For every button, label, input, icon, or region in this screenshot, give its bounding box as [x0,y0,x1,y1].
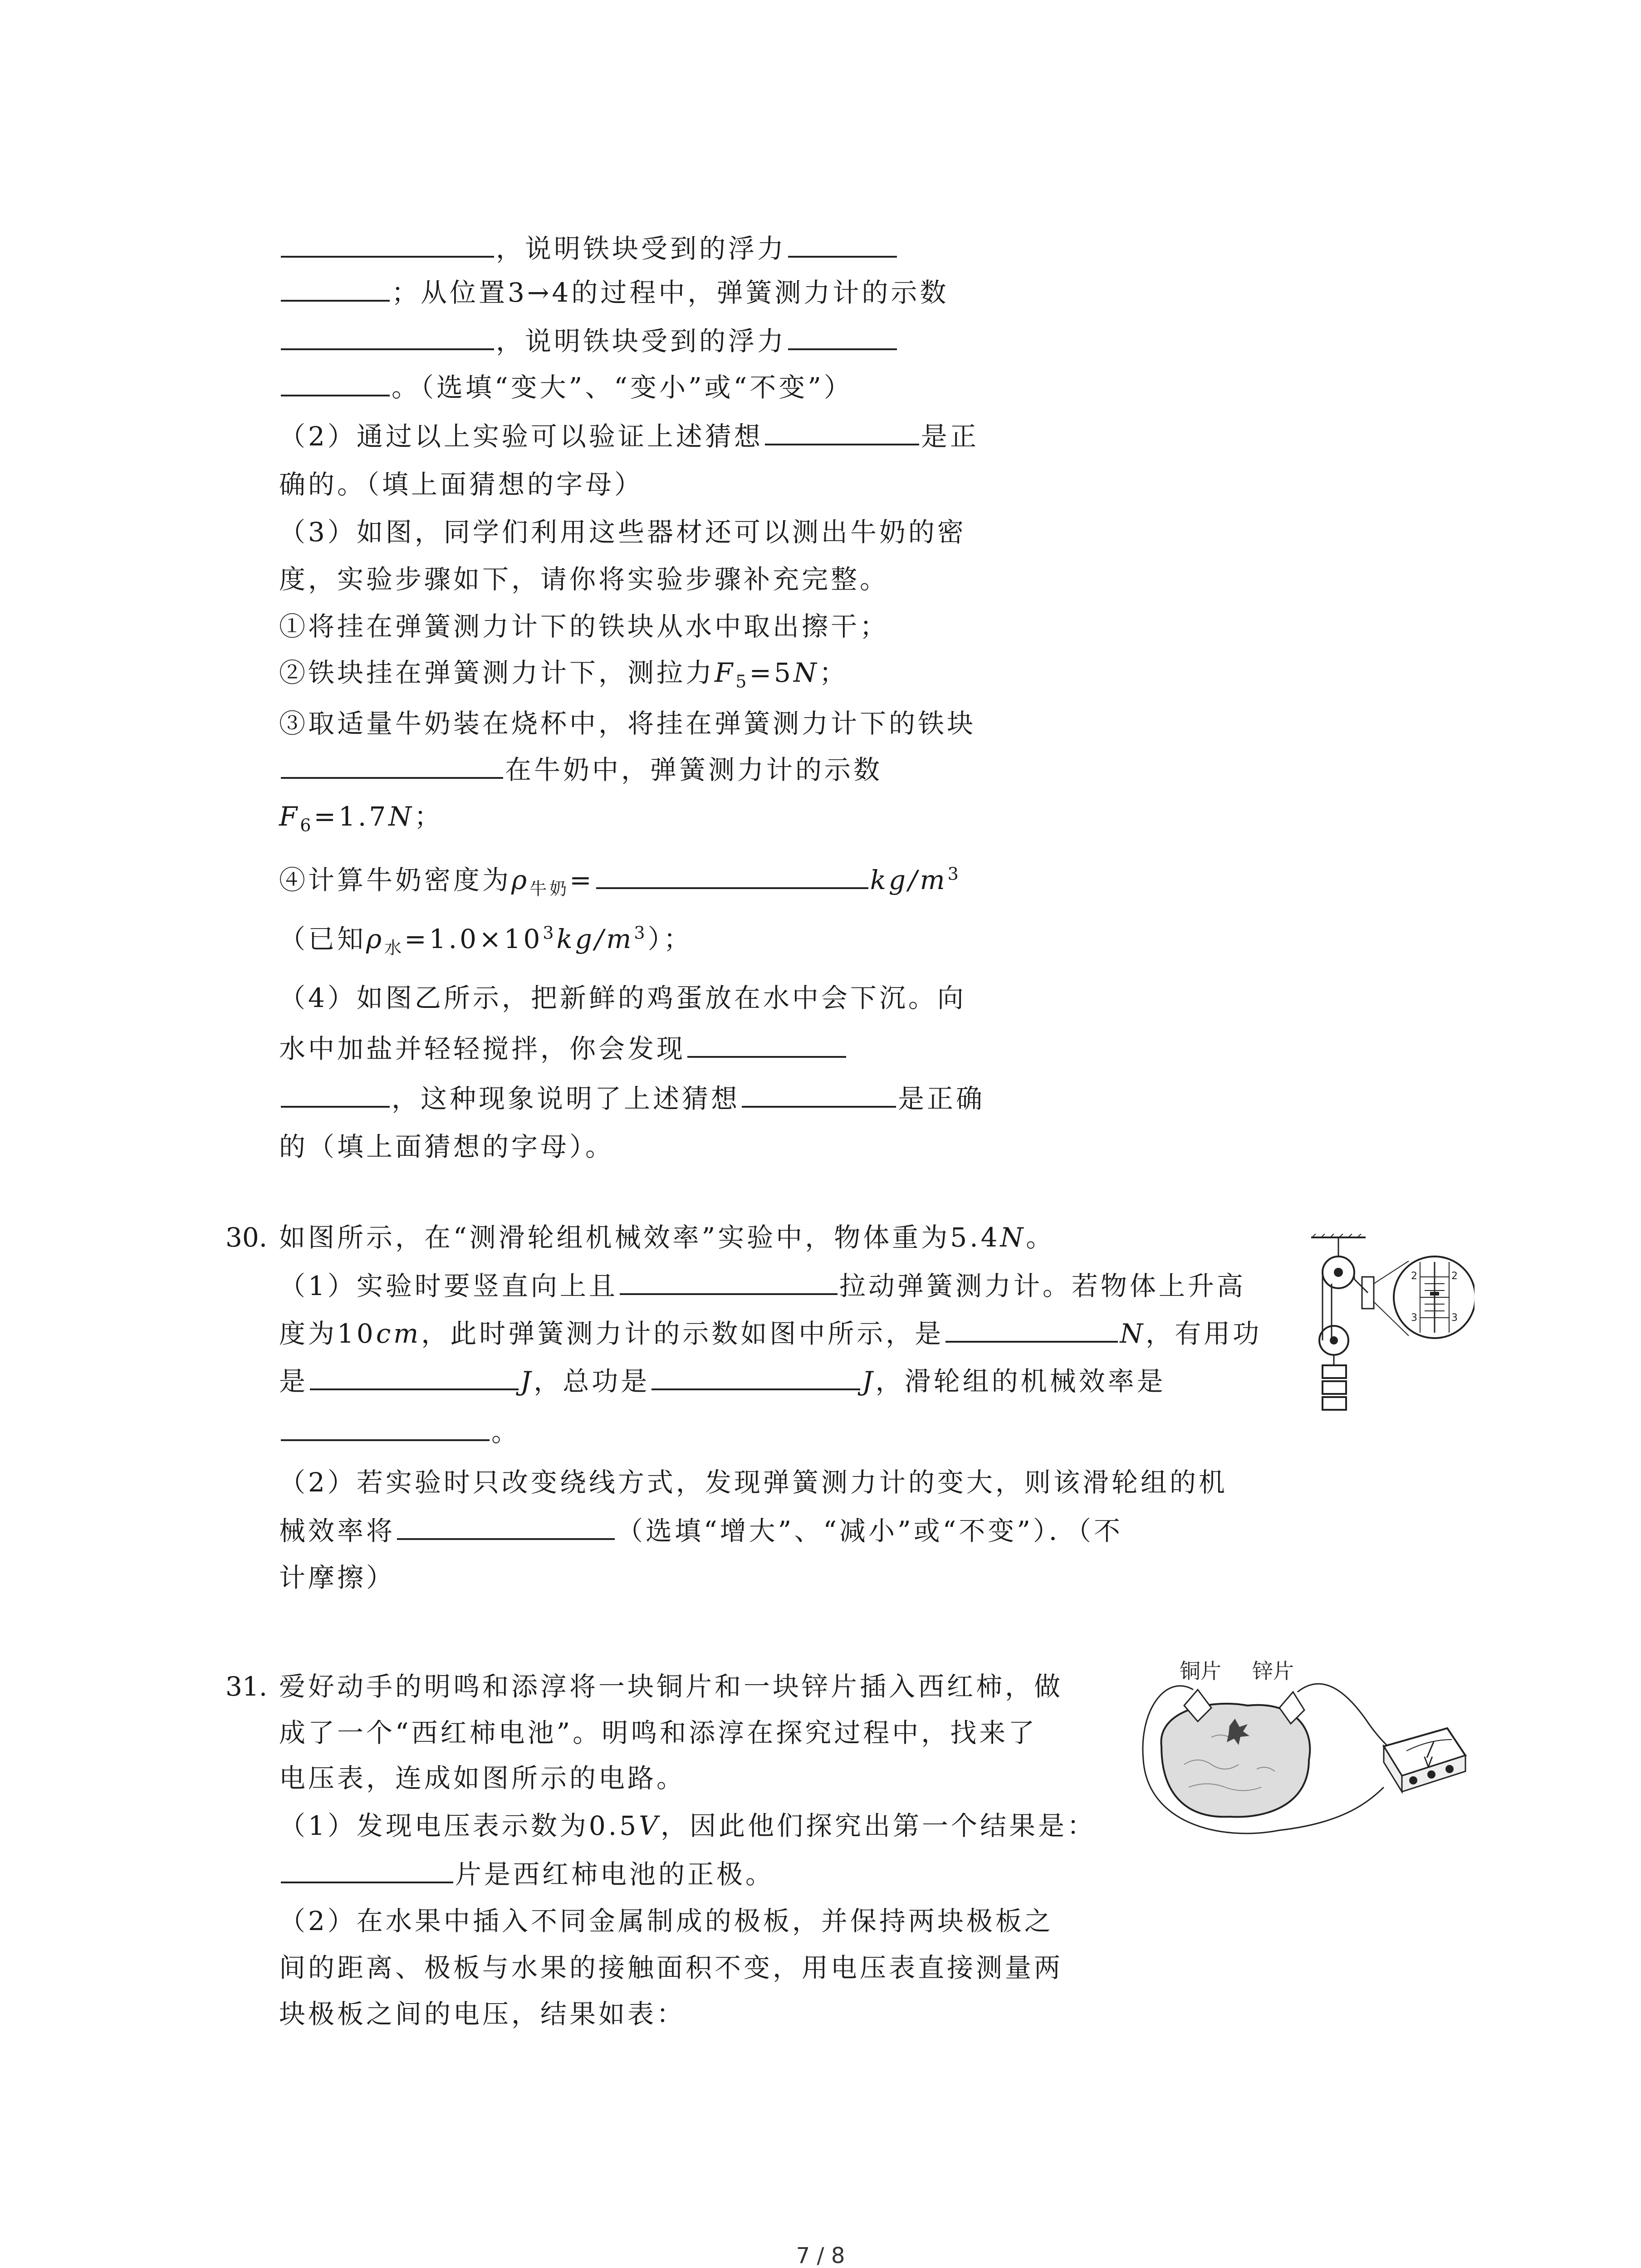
answer-blank[interactable] [281,274,390,302]
weight-block [1323,1365,1346,1378]
answer-blank[interactable] [788,322,897,350]
q29-line-4: 。（选填“变大”、“变小”或“不变”） [279,368,853,406]
answer-blank[interactable] [765,417,919,445]
answer-blank[interactable] [945,1315,1118,1343]
q31-line-7: 间的距离、极板与水果的接触面积不变，用电压表直接测量两 [279,1952,1063,1983]
answer-blank[interactable] [281,322,494,350]
answer-blank[interactable] [281,368,390,396]
q29-line-3: ，说明铁块受到的浮力 [279,322,899,359]
q29-line-8: 度，实验步骤如下，请你将实验步骤补充完整。 [279,564,889,595]
answer-blank[interactable] [281,230,494,258]
pulley-system-figure [1311,1234,1474,1429]
answer-blank[interactable] [742,1080,896,1108]
answer-blank[interactable] [281,751,503,779]
svg-text:2: 2 [1411,1271,1417,1282]
q29-line-7: （3）如图，同学们利用这些器材还可以测出牛奶的密 [279,517,966,547]
q30-line-5: 。 [279,1413,520,1450]
svg-text:V: V [1424,1755,1433,1770]
q29-line-15: （已知$\rho_水=1.0\times 10^3kg/m^3$）； [279,923,693,958]
q29-line-16: （4）如图乙所示，把新鲜的鸡蛋放在水中会下沉。向 [279,982,966,1013]
q31-line-4: （1）发现电压表示数为0.5V，因此他们探究出第一个结果是： [279,1810,1097,1841]
q29-line-9: ①将挂在弹簧测力计下的铁块从水中取出擦干； [279,611,889,642]
answer-blank[interactable] [281,1855,453,1883]
answer-blank[interactable] [281,1080,390,1108]
answer-blank[interactable] [687,1030,846,1058]
q29-line-11: ③取适量牛奶装在烧杯中，将挂在弹簧测力计下的铁块 [279,708,976,739]
svg-text:铜片: 铜片 [1180,1659,1221,1683]
answer-blank[interactable] [596,861,868,889]
q31-line-5: 片是西红柿电池的正极。 [279,1855,774,1892]
q30-line-4: 是 J，总功是 J，滑轮组的机械效率是 [279,1362,1166,1399]
tomato-battery-figure [1130,1656,1474,1846]
page-number: 7 / 8 [796,2243,845,2268]
q31-line-3: 电压表，连成如图所示的电路。 [279,1763,686,1794]
q30-line-2: （1）实验时要竖直向上且 拉动弹簧测力计。若物体上升高 [279,1267,1246,1304]
answer-blank[interactable] [788,230,897,258]
q30-line-3: 度为10cm，此时弹簧测力计的示数如图中所示，是 N，有用功 [279,1315,1262,1352]
q29-line-6: 确的。（填上面猜想的字母） [279,469,644,500]
q31-line-2: 成了一个“西红柿电池”。明鸣和添淳在探究过程中，找来了 [279,1717,1038,1748]
q31-line-6: （2）在水果中插入不同金属制成的极板，并保持两块极板之 [279,1906,1053,1936]
weight-block [1323,1397,1346,1410]
q29-line-1: ，说明铁块受到的浮力 [279,230,899,267]
scale-pointer [1430,1292,1439,1295]
q29-line-13: $F_6=1.7N$； [279,801,444,836]
q31-line-1: 爱好动手的明鸣和添淳将一块铜片和一块锌片插入西红柿，做 [279,1671,1063,1702]
answer-blank[interactable] [620,1267,838,1295]
weight-block [1323,1381,1346,1394]
q29-line-5: （2）通过以上实验可以验证上述猜想 是正 [279,417,979,455]
answer-blank[interactable] [281,1413,490,1441]
q31-line-8: 块极板之间的电压，结果如表： [279,1999,686,2029]
q30-line-7: 械效率将 （选填“增大”、“减小”或“不变”）．（不 [279,1512,1123,1549]
q29-line-2: ；从位置3→4的过程中，弹簧测力计的示数 [279,274,949,311]
svg-text:3: 3 [1411,1312,1417,1324]
answer-blank[interactable] [652,1362,860,1390]
q29-line-18: ，这种现象说明了上述猜想 是正确 [279,1080,985,1117]
svg-text:锌片: 锌片 [1252,1659,1294,1683]
answer-blank[interactable] [397,1512,615,1540]
q30-line-6: （2）若实验时只改变绕线方式，发现弹簧测力计的变大，则该滑轮组的机 [279,1467,1228,1498]
q29-line-14: ④计算牛奶密度为$\rho_{牛奶}= kg/m^3$ [279,861,961,898]
question-number: 31. [225,1671,268,1702]
q29-line-12: 在牛奶中，弹簧测力计的示数 [279,751,882,788]
q29-line-19: 的（填上面猜想的字母）。 [279,1131,615,1162]
answer-blank[interactable] [310,1362,519,1390]
q30-line-1: 如图所示，在“测滑轮组机械效率”实验中，物体重为5.4N。 [279,1222,1055,1253]
q30-line-8: 计摩擦） [279,1562,396,1593]
svg-text:2: 2 [1451,1271,1458,1282]
q29-line-17: 水中加盐并轻轻搅拌，你会发现 [279,1030,848,1067]
svg-text:3: 3 [1451,1312,1458,1324]
question-number: 30. [225,1222,268,1253]
q29-line-10: ②铁块挂在弹簧测力计下，测拉力$F_5=5N$； [279,657,848,692]
